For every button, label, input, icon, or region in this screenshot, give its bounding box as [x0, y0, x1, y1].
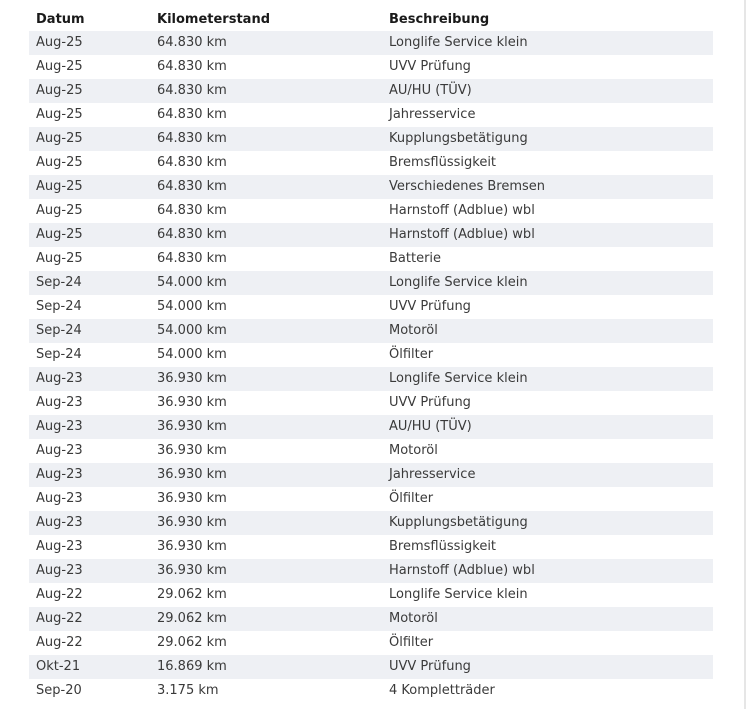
cell-beschreibung: Harnstoff (Adblue) wbl	[389, 227, 535, 242]
table-body	[29, 31, 713, 703]
cell-datum: Aug-23	[36, 563, 83, 578]
cell-kilometerstand: 36.930 km	[157, 491, 227, 506]
table-row	[29, 391, 713, 415]
cell-kilometerstand: 36.930 km	[157, 443, 227, 458]
cell-datum: Aug-25	[36, 59, 83, 74]
cell-kilometerstand: 64.830 km	[157, 227, 227, 242]
cell-beschreibung: Motoröl	[389, 611, 438, 626]
cell-kilometerstand: 54.000 km	[157, 299, 227, 314]
cell-datum: Aug-23	[36, 467, 83, 482]
cell-datum: Aug-23	[36, 419, 83, 434]
cell-datum: Aug-25	[36, 251, 83, 266]
cell-datum: Aug-23	[36, 395, 83, 410]
cell-beschreibung: Jahresservice	[389, 467, 476, 482]
cell-datum: Aug-25	[36, 35, 83, 50]
cell-datum: Aug-22	[36, 635, 83, 650]
table-row	[29, 559, 713, 583]
cell-datum: Aug-25	[36, 227, 83, 242]
table-row	[29, 247, 713, 271]
table-row	[29, 79, 713, 103]
cell-datum: Okt-21	[36, 659, 81, 674]
table-row	[29, 295, 713, 319]
cell-kilometerstand: 36.930 km	[157, 563, 227, 578]
cell-kilometerstand: 36.930 km	[157, 371, 227, 386]
table-row	[29, 103, 713, 127]
table-row	[29, 55, 713, 79]
table-row	[29, 223, 713, 247]
cell-datum: Aug-22	[36, 611, 83, 626]
table-row	[29, 415, 713, 439]
cell-datum: Aug-22	[36, 587, 83, 602]
cell-datum: Aug-23	[36, 515, 83, 530]
cell-kilometerstand: 29.062 km	[157, 635, 227, 650]
cell-kilometerstand: 64.830 km	[157, 179, 227, 194]
cell-kilometerstand: 36.930 km	[157, 395, 227, 410]
cell-beschreibung: Harnstoff (Adblue) wbl	[389, 563, 535, 578]
cell-kilometerstand: 64.830 km	[157, 83, 227, 98]
cell-kilometerstand: 64.830 km	[157, 131, 227, 146]
cell-kilometerstand: 54.000 km	[157, 347, 227, 362]
cell-beschreibung: Ölfilter	[389, 635, 434, 650]
cell-kilometerstand: 54.000 km	[157, 323, 227, 338]
cell-datum: Sep-24	[36, 347, 82, 362]
cell-beschreibung: Longlife Service klein	[389, 275, 528, 290]
table-row	[29, 487, 713, 511]
cell-datum: Aug-25	[36, 203, 83, 218]
cell-beschreibung: Longlife Service klein	[389, 35, 528, 50]
cell-datum: Sep-20	[36, 683, 82, 698]
table-row	[29, 655, 713, 679]
cell-beschreibung: Jahresservice	[389, 107, 476, 122]
header-beschreibung: Beschreibung	[389, 12, 490, 27]
cell-beschreibung: Ölfilter	[389, 491, 434, 506]
table-row	[29, 367, 713, 391]
cell-beschreibung: Motoröl	[389, 443, 438, 458]
table-row	[29, 271, 713, 295]
cell-kilometerstand: 29.062 km	[157, 587, 227, 602]
cell-datum: Sep-24	[36, 323, 82, 338]
cell-datum: Aug-25	[36, 179, 83, 194]
header-datum: Datum	[36, 12, 85, 27]
table-row	[29, 679, 713, 703]
cell-beschreibung: 4 Kompletträder	[389, 683, 495, 698]
table-header-row	[29, 8, 713, 31]
cell-beschreibung: Kupplungsbetätigung	[389, 131, 528, 146]
table-row	[29, 583, 713, 607]
cell-datum: Aug-25	[36, 107, 83, 122]
cell-beschreibung: UVV Prüfung	[389, 299, 471, 314]
table-row	[29, 175, 713, 199]
cell-beschreibung: Verschiedenes Bremsen	[389, 179, 546, 194]
table-row	[29, 439, 713, 463]
cell-beschreibung: AU/HU (TÜV)	[389, 83, 472, 98]
cell-kilometerstand: 64.830 km	[157, 107, 227, 122]
cell-kilometerstand: 16.869 km	[157, 659, 227, 674]
cell-beschreibung: Batterie	[389, 251, 442, 266]
cell-datum: Aug-23	[36, 371, 83, 386]
cell-datum: Sep-24	[36, 299, 82, 314]
cell-beschreibung: Longlife Service klein	[389, 371, 528, 386]
cell-datum: Aug-25	[36, 131, 83, 146]
cell-kilometerstand: 64.830 km	[157, 203, 227, 218]
cell-beschreibung: Kupplungsbetätigung	[389, 515, 528, 530]
cell-beschreibung: Motoröl	[389, 323, 438, 338]
cell-kilometerstand: 64.830 km	[157, 155, 227, 170]
cell-beschreibung: Bremsflüssigkeit	[389, 155, 497, 170]
cell-datum: Aug-23	[36, 539, 83, 554]
service-history-table	[29, 8, 713, 703]
table-row	[29, 535, 713, 559]
table-row	[29, 319, 713, 343]
cell-beschreibung: AU/HU (TÜV)	[389, 419, 472, 434]
cell-beschreibung: Harnstoff (Adblue) wbl	[389, 203, 535, 218]
cell-kilometerstand: 36.930 km	[157, 515, 227, 530]
cell-beschreibung: Longlife Service klein	[389, 587, 528, 602]
table-row	[29, 511, 713, 535]
table-row	[29, 607, 713, 631]
cell-beschreibung: UVV Prüfung	[389, 59, 471, 74]
cell-kilometerstand: 36.930 km	[157, 467, 227, 482]
cell-datum: Aug-25	[36, 155, 83, 170]
cell-beschreibung: UVV Prüfung	[389, 659, 471, 674]
table-row	[29, 343, 713, 367]
cell-kilometerstand: 29.062 km	[157, 611, 227, 626]
cell-kilometerstand: 36.930 km	[157, 539, 227, 554]
cell-beschreibung: Ölfilter	[389, 347, 434, 362]
table-row	[29, 31, 713, 55]
cell-kilometerstand: 64.830 km	[157, 59, 227, 74]
header-kilometerstand: Kilometerstand	[157, 12, 271, 27]
cell-datum: Aug-23	[36, 443, 83, 458]
table-row	[29, 463, 713, 487]
cell-beschreibung: Bremsflüssigkeit	[389, 539, 497, 554]
table-row	[29, 631, 713, 655]
cell-datum: Aug-25	[36, 83, 83, 98]
cell-kilometerstand: 36.930 km	[157, 419, 227, 434]
cell-datum: Sep-24	[36, 275, 82, 290]
table-row	[29, 127, 713, 151]
cell-kilometerstand: 64.830 km	[157, 35, 227, 50]
cell-beschreibung: UVV Prüfung	[389, 395, 471, 410]
cell-kilometerstand: 54.000 km	[157, 275, 227, 290]
table-row	[29, 151, 713, 175]
cell-kilometerstand: 3.175 km	[157, 683, 219, 698]
table-row	[29, 199, 713, 223]
cell-datum: Aug-23	[36, 491, 83, 506]
cell-kilometerstand: 64.830 km	[157, 251, 227, 266]
